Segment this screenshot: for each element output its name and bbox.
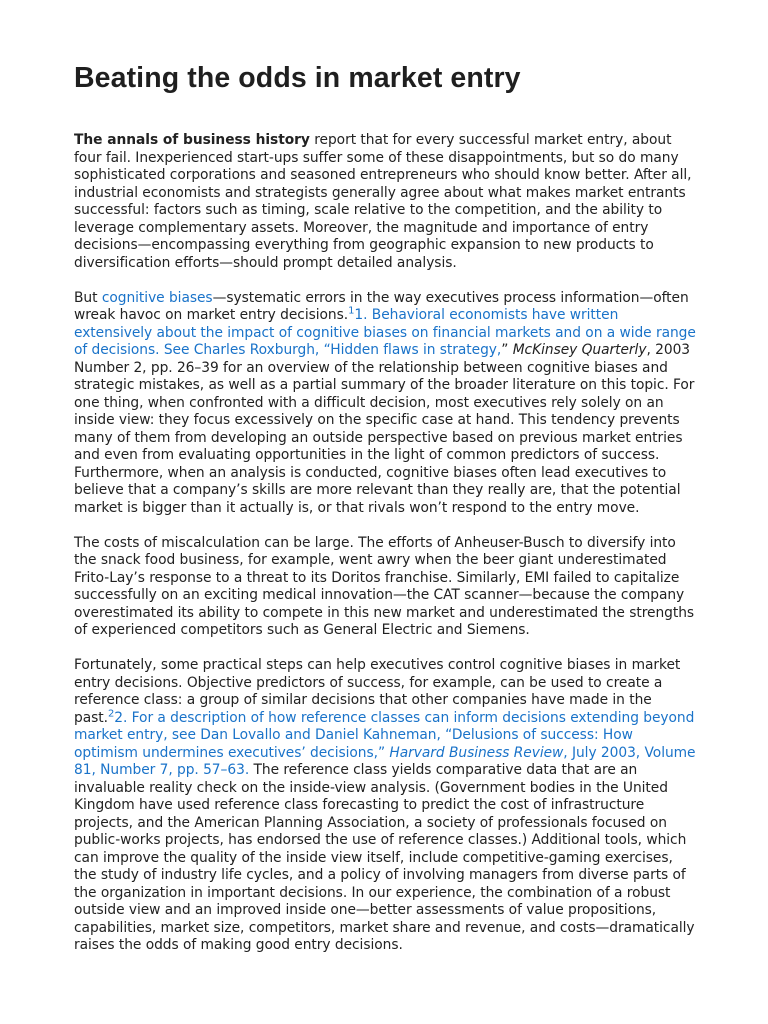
p2-mid: —systematic errors in the way executives process information—often wreak havoc on market entry decisions. <box>74 289 689 323</box>
footnote-2-text[interactable]: 2. For a description of how reference classes can inform decisions extending beyond market entry, see Dan Lovallo and Daniel Kahneman, “Delusions of success: How optimism undermines executives’ decisions,” <box>74 709 695 761</box>
footnote-1-text[interactable]: 1. Behavioral economists have written extensively about the impact of cognitive biases on financial markets and on a wide range of decisions. See Charles Roxburgh, “Hidden flaws in strategy, <box>74 307 696 358</box>
footnote-2-tail[interactable]: , July 2003, Volume 81, Number 7, pp. 57–63. <box>74 744 696 778</box>
paragraph-cognitive-biases <box>74 290 698 518</box>
p2-rest: , 2003 Number 2, pp. 26–39 for an overview of the relationship between cognitive biases and strategic mistakes, as well as a partial summary of the broader literature on this topic. For one thing, when confronted with a difficult decision, most executives rely solely on an inside view: they focus excessively on the specific case at hand. This tendency prevents many of them from developing an outside perspective based on previous market entries and even from evaluating opportunities in the light of common predictors of success. Furthermore, when an analysis is conducted, cognitive biases often lead executives to believe that a company’s skills are more relevant than they really are, that the potential market is bigger than it actually is, or that rivals won’t respond to the entry move. <box>74 342 695 516</box>
paragraph-miscalculation: The costs of miscalculation can be large. The efforts of Anheuser-Busch to diversify into the snack food business, for example, went awry when the beer giant underestimated Frito-Lay’s response to a threat to its Doritos franchise. Similarly, EMI failed to capitalize successfully on an exciting medical innovation—the CAT scanner—because the company overestimated its ability to compete in this new market and underestimated the strengths of experienced competitors such as General Electric and Siemens. <box>74 534 695 638</box>
cognitive-biases-link[interactable]: cognitive biases <box>101 289 213 306</box>
footnote-marker-2[interactable]: 2 <box>107 707 115 719</box>
p4-pre: Fortunately, some practical steps can help executives control cognitive biases in market entry decisions. Objective predictors of success, for example, can be used to create a reference class: a group of similar decisions that other companies have made in the past. <box>74 657 681 726</box>
intro-text: report that for every successful market entry, about four fail. Inexperienced start-ups suffer some of these disappointments, but so do many sophisticated corporations and seasoned entrepreneurs who should know better. After all, industrial economists and strategists generally agree about what makes market entrants successful: factors such as timing, scale relative to the competition, and the ability to leverage complementary assets. Moreover, the magnitude and importance of entry decisions—encompassing everything from geographic expansion to new products to diversification efforts—should prompt detailed analysis. <box>74 132 692 271</box>
footnote-marker-1[interactable]: 1 <box>348 305 355 317</box>
paragraph-intro <box>74 132 698 272</box>
paragraph-practical-steps <box>74 657 698 955</box>
p2-pre: But <box>74 289 102 306</box>
p2-quote-close: ” <box>501 342 513 358</box>
article-title: Beating the odds in market entry <box>74 62 521 94</box>
journal-mckinsey: McKinsey Quarterly <box>512 342 647 358</box>
journal-hbr[interactable]: Harvard Business Review <box>389 744 564 761</box>
p4-rest: The reference class yields comparative data that are an invaluable reality check on the inside-view analysis. (Government bodies in the United Kingdom have used reference class forecasting to predict the cost of infrastructure projects, and the American Planning Association, a society of professionals focused on public-works projects, has endorsed the use of reference classes.) Additional tools, which can improve the quality of the inside view itself, include competitive-gaming exercises, the study of industry life cycles, and a policy of involving managers from diverse parts of the organization in important decisions. In our experience, the combination of a robust outside view and an improved inside one—better assessments of value propositions, capabilities, market size, competitors, market share and revenue, and costs—dramatically raises the odds of making good entry decisions. <box>74 762 695 953</box>
intro-lead: The annals of business history <box>74 132 310 148</box>
